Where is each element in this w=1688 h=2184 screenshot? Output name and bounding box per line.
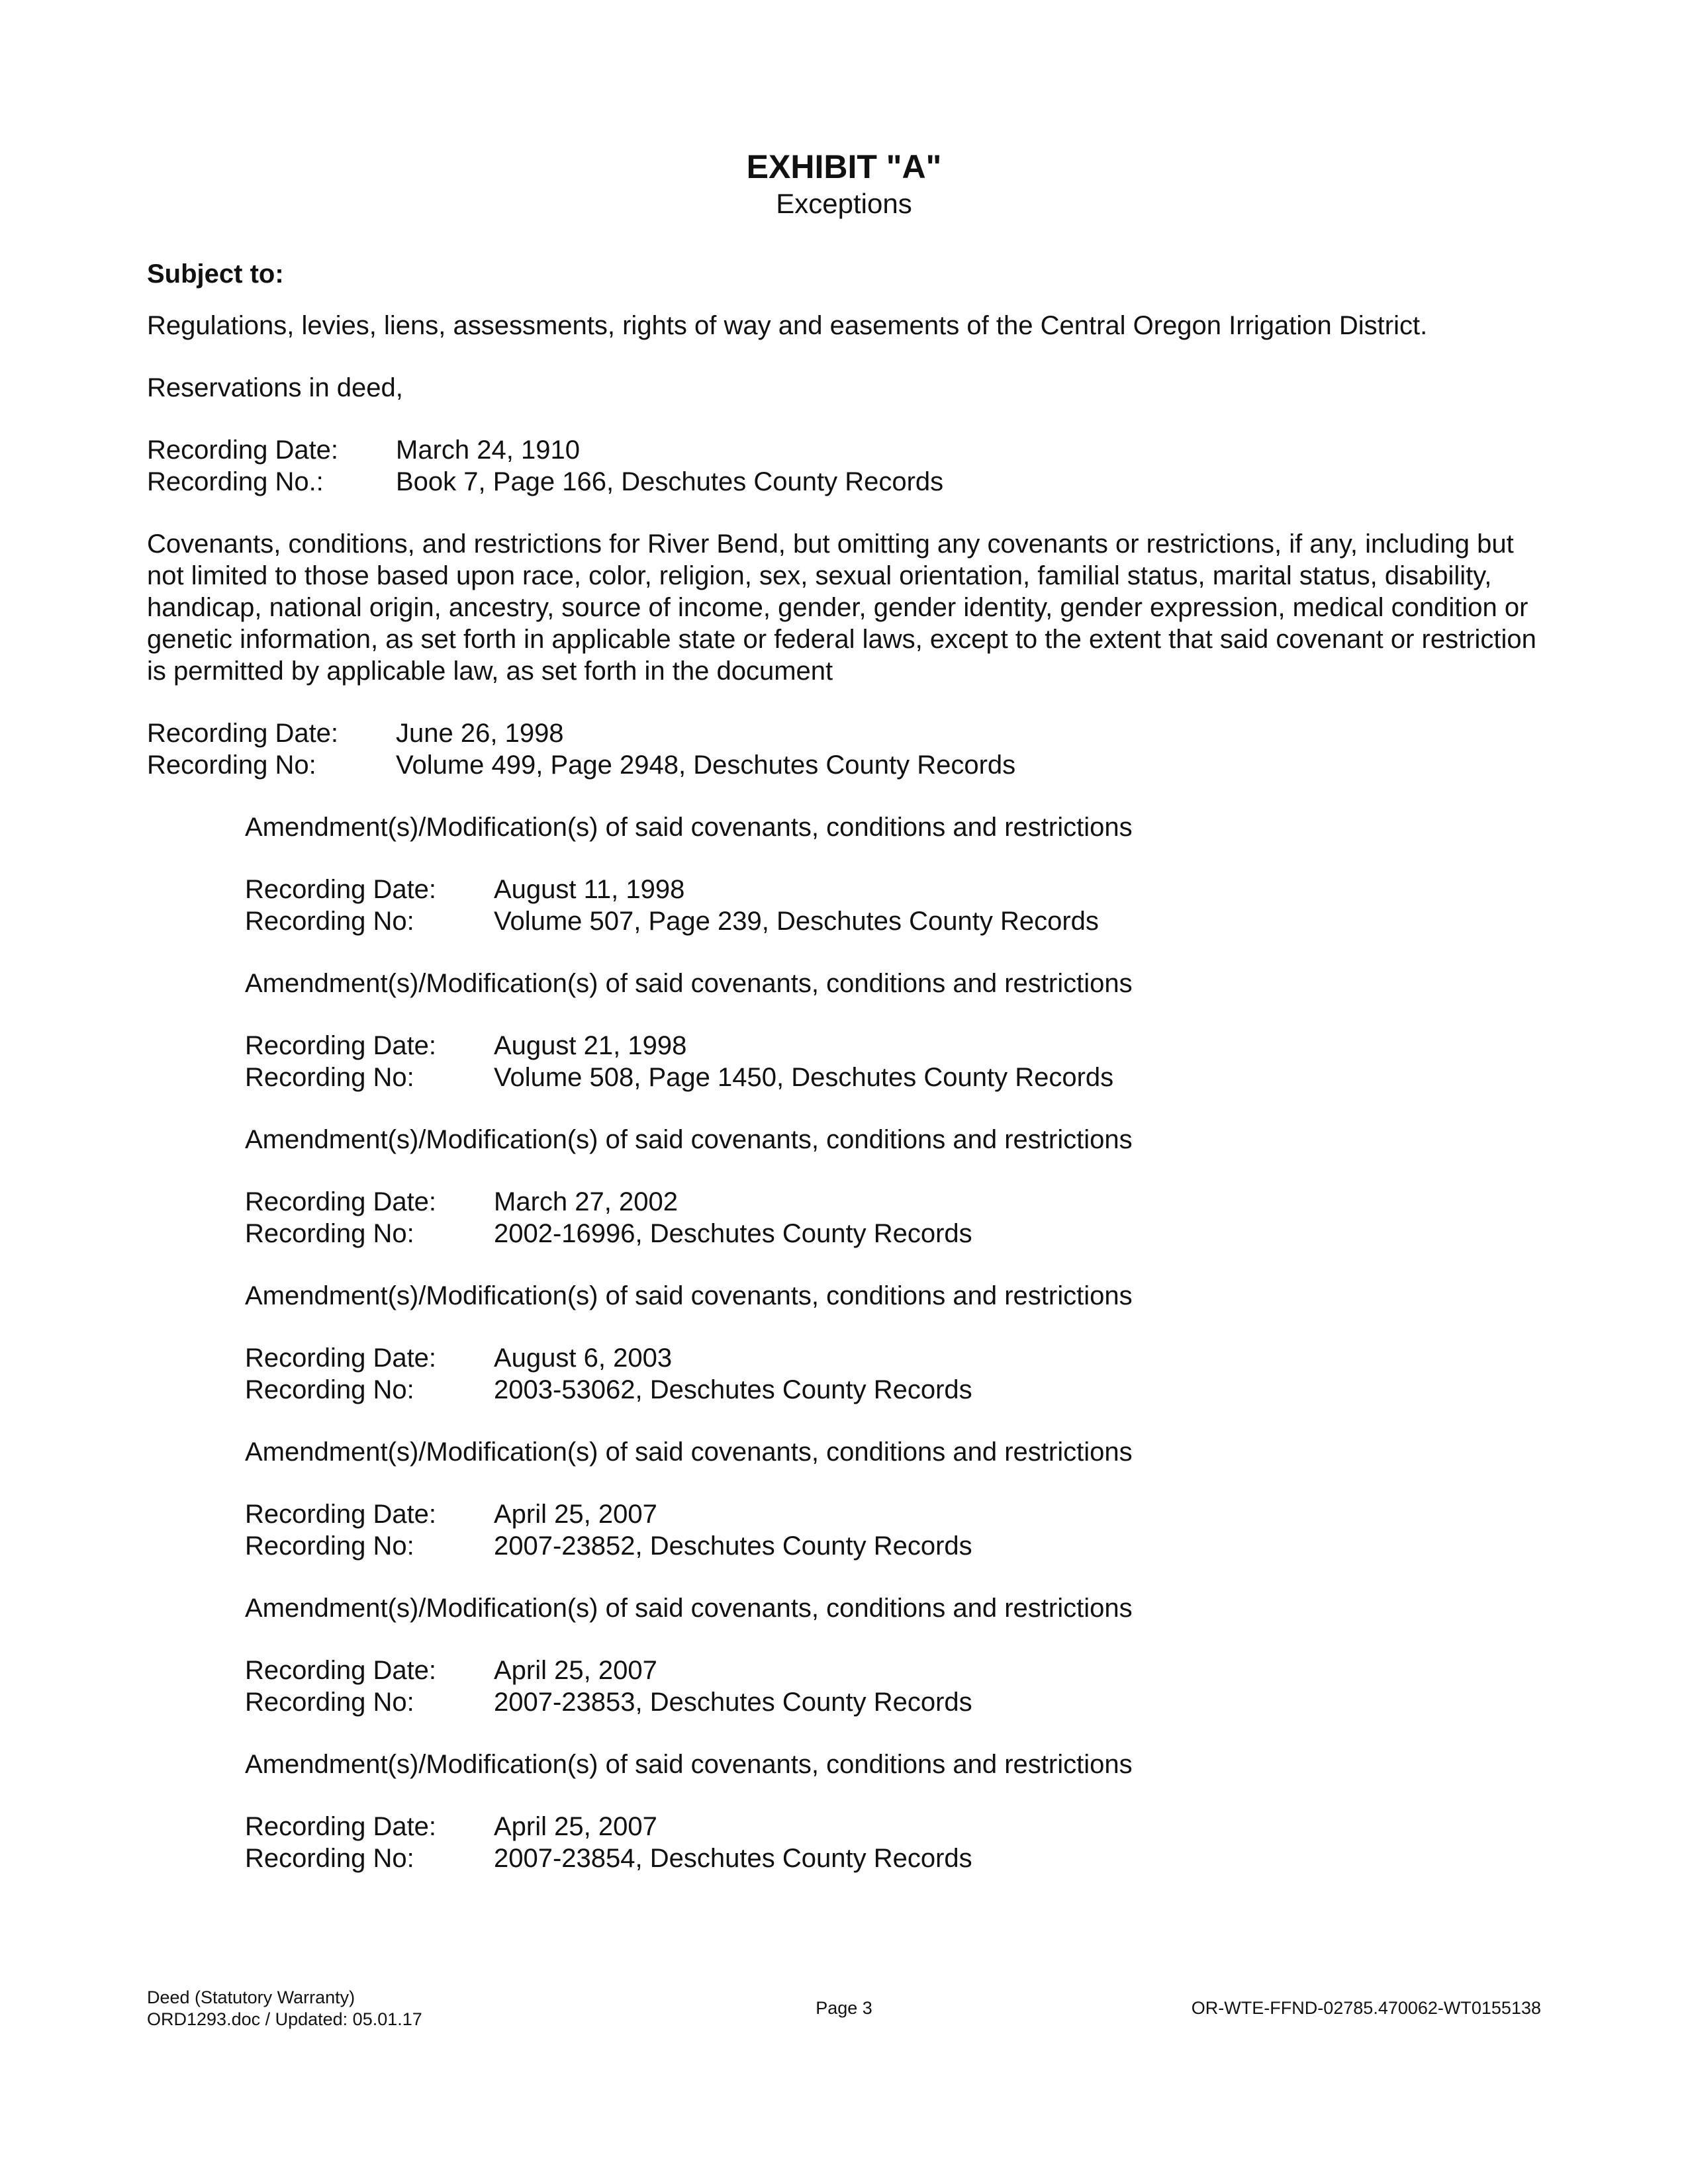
amendment-recording bbox=[245, 874, 1544, 937]
recording-no-value: 2007-23854, Deschutes County Records bbox=[494, 1844, 972, 1873]
reservations-recording bbox=[147, 434, 1544, 498]
recording-date-label: Recording Date: bbox=[147, 435, 339, 465]
recording-no-row bbox=[245, 1843, 1544, 1874]
recording-no-label: Recording No: bbox=[147, 751, 316, 780]
recording-no-label: Recording No: bbox=[245, 907, 414, 936]
recording-no-label: Recording No: bbox=[245, 1063, 414, 1092]
reservations-paragraph: Reservations in deed, bbox=[147, 373, 403, 402]
recording-no-row bbox=[245, 1062, 1544, 1093]
recording-date-label: Recording Date: bbox=[245, 1500, 437, 1529]
amendment-heading: Amendment(s)/Modification(s) of said covenants, conditions and restrictions bbox=[245, 813, 1133, 842]
recording-date-label: Recording Date: bbox=[147, 719, 339, 748]
footer-doc-file: ORD1293.doc / Updated: 05.01.17 bbox=[147, 2009, 422, 2029]
recording-no-value: Volume 499, Page 2948, Deschutes County Records bbox=[396, 751, 1016, 780]
recording-date-row bbox=[245, 1655, 1544, 1686]
recording-no-value: Volume 507, Page 239, Deschutes County Records bbox=[494, 907, 1099, 936]
recording-date-label: Recording Date: bbox=[245, 1343, 437, 1373]
recording-date-row bbox=[147, 717, 1544, 749]
recording-date-value: April 25, 2007 bbox=[494, 1500, 657, 1529]
recording-date-row bbox=[245, 1811, 1544, 1843]
recording-no-value: 2002-16996, Deschutes County Records bbox=[494, 1219, 972, 1248]
recording-date-value: March 27, 2002 bbox=[494, 1187, 678, 1216]
recording-no-label: Recording No: bbox=[245, 1219, 414, 1248]
recording-date-value: August 6, 2003 bbox=[494, 1343, 673, 1373]
amendments-list bbox=[245, 811, 1544, 1874]
amendment-heading: Amendment(s)/Modification(s) of said covenants, conditions and restrictions bbox=[245, 1125, 1133, 1154]
footer-page-number: Page 3 bbox=[816, 1998, 872, 2018]
document-body bbox=[147, 258, 1544, 1905]
recording-no-row bbox=[147, 749, 1544, 781]
recording-no-value: 2007-23853, Deschutes County Records bbox=[494, 1688, 972, 1717]
amendment-heading: Amendment(s)/Modification(s) of said covenants, conditions and restrictions bbox=[245, 969, 1133, 998]
recording-date-row bbox=[147, 434, 1544, 466]
recording-date-row bbox=[245, 1186, 1544, 1218]
recording-date-value: August 21, 1998 bbox=[494, 1031, 687, 1060]
recording-date-row bbox=[245, 874, 1544, 905]
recording-date-row bbox=[245, 1342, 1544, 1374]
amendment-heading: Amendment(s)/Modification(s) of said covenants, conditions and restrictions bbox=[245, 1437, 1133, 1467]
recording-date-row bbox=[245, 1498, 1544, 1530]
recording-no-label: Recording No: bbox=[245, 1844, 414, 1873]
recording-date-value: August 11, 1998 bbox=[494, 875, 685, 904]
recording-no-value: 2007-23852, Deschutes County Records bbox=[494, 1531, 972, 1561]
covenants-paragraph: Covenants, conditions, and restrictions for River Bend, but omitting any covenants or restrictions, if any, including but not limited to those based upon race, color, religion, sex, sexual orientation, familial status, marital status, disability, handicap, national origin, ancestry, source of income, gender, gender identity, gender expression, medical condition or genetic information, as set forth in applicable state or federal laws, except to the extent that said covenant or restriction is permitted by applicable law, as set forth in the document bbox=[147, 529, 1536, 686]
recording-no-label: Recording No.: bbox=[147, 467, 324, 496]
recording-no-label: Recording No: bbox=[245, 1531, 414, 1561]
recording-no-label: Recording No: bbox=[245, 1688, 414, 1717]
exhibit-title: EXHIBIT "A" bbox=[746, 148, 942, 185]
recording-date-label: Recording Date: bbox=[245, 1031, 437, 1060]
recording-no-value: Volume 508, Page 1450, Deschutes County Records bbox=[494, 1063, 1114, 1092]
amendment-heading: Amendment(s)/Modification(s) of said covenants, conditions and restrictions bbox=[245, 1281, 1133, 1310]
recording-date-label: Recording Date: bbox=[245, 1656, 437, 1685]
recording-date-value: April 25, 2007 bbox=[494, 1656, 657, 1685]
recording-date-label: Recording Date: bbox=[245, 1187, 437, 1216]
recording-date-value: June 26, 1998 bbox=[396, 719, 564, 748]
recording-no-label: Recording No: bbox=[245, 1375, 414, 1404]
exhibit-subtitle: Exceptions bbox=[776, 188, 912, 219]
amendment-heading: Amendment(s)/Modification(s) of said covenants, conditions and restrictions bbox=[245, 1750, 1133, 1779]
subject-to-heading: Subject to: bbox=[147, 259, 284, 289]
recording-date-value: April 25, 2007 bbox=[494, 1812, 657, 1841]
amendment-recording bbox=[245, 1186, 1544, 1250]
recording-date-label: Recording Date: bbox=[245, 1812, 437, 1841]
recording-no-value: 2003-53062, Deschutes County Records bbox=[494, 1375, 972, 1404]
recording-no-row bbox=[245, 1374, 1544, 1406]
recording-no-value: Book 7, Page 166, Deschutes County Records bbox=[396, 467, 944, 496]
recording-no-row bbox=[245, 1686, 1544, 1718]
recording-no-row bbox=[245, 1218, 1544, 1250]
amendment-recording bbox=[245, 1498, 1544, 1562]
regulations-paragraph: Regulations, levies, liens, assessments, rights of way and easements of the Central Oregon Irrigation District. bbox=[147, 311, 1428, 340]
footer-order-number: OR-WTE-FFND-02785.470062-WT0155138 bbox=[1191, 1998, 1541, 2018]
recording-no-row bbox=[147, 466, 1544, 498]
amendment-heading: Amendment(s)/Modification(s) of said covenants, conditions and restrictions bbox=[245, 1594, 1133, 1623]
recording-date-value: March 24, 1910 bbox=[396, 435, 580, 465]
footer-doc-type: Deed (Statutory Warranty) bbox=[147, 1987, 355, 2007]
amendment-recording bbox=[245, 1030, 1544, 1093]
recording-no-row bbox=[245, 1530, 1544, 1562]
recording-date-row bbox=[245, 1030, 1544, 1062]
amendment-recording bbox=[245, 1655, 1544, 1718]
amendment-recording bbox=[245, 1811, 1544, 1874]
amendment-recording bbox=[245, 1342, 1544, 1406]
recording-date-label: Recording Date: bbox=[245, 875, 437, 904]
covenants-recording bbox=[147, 717, 1544, 781]
recording-no-row bbox=[245, 905, 1544, 937]
